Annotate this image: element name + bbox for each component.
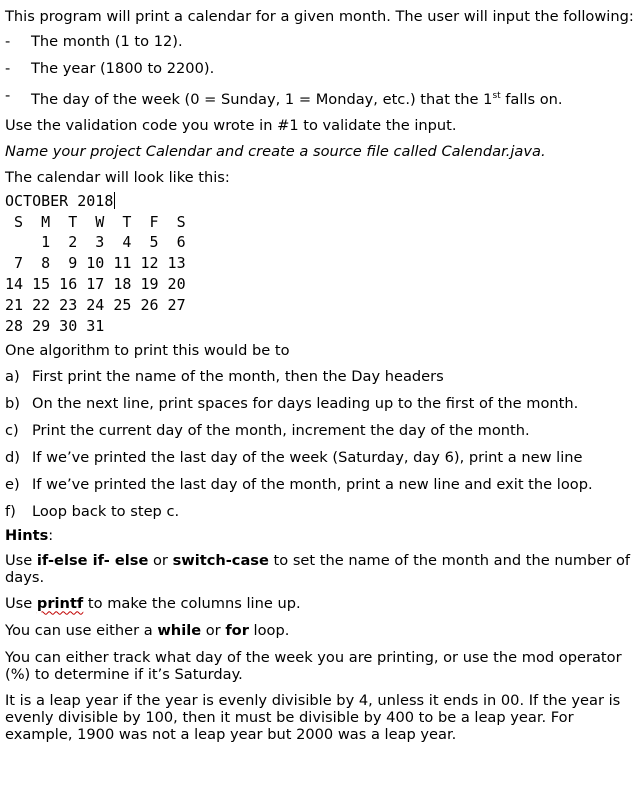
hint-paragraph: You can either track what day of the week you are printing, or use the mod operator (%) to determine if it’s Saturday. [5,649,622,684]
algorithm-steps [5,368,639,521]
hint-paragraph [5,552,639,586]
hint-keyword: for [225,622,249,640]
step-marker: d) [5,449,20,467]
hints-heading-colon: : [48,527,54,545]
hint-paragraph: It is a leap year if the year is evenly divisible by 4, unless it ends in 00. If the year is evenly divisible by 100, then it must be divisible by 400 to be a leap year. For example, 1900 was not a leap year but 2000 was a leap year. [5,692,621,744]
hints-heading [5,527,639,545]
step-text: If we’ve printed the last day of the week (Saturday, day 6), print a new line [32,449,583,467]
hints-heading-text: Hints [5,527,49,545]
hint-text: You can use either a [5,622,158,640]
calendar-week-row: 1 2 3 4 5 6 [5,233,186,252]
algorithm-step [5,449,639,467]
algorithm-intro: One algorithm to print this would be to [5,342,290,360]
list-item-text-end: falls on. [500,90,563,108]
look-intro-paragraph: The calendar will look like this: [5,168,230,186]
hint-keyword: while [157,622,202,640]
superscript: st [492,91,501,101]
hint-text: to make the columns line up. [83,595,301,613]
list-item [5,87,639,109]
step-text: On the next line, print spaces for days leading up to the first of the month. [32,395,579,413]
step-text: Print the current day of the month, increment the day of the month. [32,422,530,440]
list-marker: - [5,87,11,104]
list-item-text: The year (1800 to 2200). [31,60,215,77]
hint-text: Use [5,552,37,570]
calendar-title: OCTOBER 2018 [5,191,114,210]
step-marker: a) [5,368,20,386]
step-marker: c) [5,422,19,440]
list-marker: - [5,33,11,50]
input-list [5,33,639,109]
algorithm-step [5,503,639,521]
list-item-text-start: The day of the week (0 = Sunday, 1 = Monday, etc.) that the 1 [31,90,493,108]
calendar-week-row: 14 15 16 17 18 19 20 [5,275,186,294]
calendar-weekday-header: S M T W T F S [5,212,186,231]
text-cursor [114,192,115,209]
algorithm-step [5,368,639,386]
list-item [5,33,639,51]
hint-text: Use [5,595,37,613]
step-marker: b) [5,395,20,413]
hint-keyword: printf [36,595,84,613]
hint-keyword: if-else if- else [36,552,149,570]
document-page [5,8,639,751]
hint-text: loop. [248,622,290,640]
hint-paragraph [5,622,639,640]
hint-paragraph [5,595,639,613]
list-item-text: The month (1 to 12). [31,33,183,50]
step-marker: f) [5,503,16,521]
calendar-week-row: 21 22 23 24 25 26 27 [5,295,186,314]
step-text: Loop back to step c. [32,503,180,521]
step-marker: e) [5,476,20,494]
step-text: First print the name of the month, then the Day headers [32,368,444,386]
algorithm-step [5,476,639,494]
hint-keyword: switch-case [172,552,269,570]
hint-text: or [148,552,173,570]
list-item-text [31,87,563,109]
algorithm-step [5,395,639,413]
calendar-example [5,191,639,337]
project-paragraph: Name your project Calendar and create a source file called Calendar.java. [5,142,546,160]
calendar-week-row: 7 8 9 10 11 12 13 [5,254,186,273]
calendar-week-row: 28 29 30 31 [5,316,105,335]
validation-paragraph: Use the validation code you wrote in #1 to validate the input. [5,116,457,134]
hint-text: to set the name of the month and the number of days. [5,552,631,587]
list-item [5,60,639,78]
hint-text: or [201,622,226,640]
intro-paragraph: This program will print a calendar for a given month. The user will input the following: [5,8,634,25]
list-marker: - [5,60,11,77]
step-text: If we’ve printed the last day of the month, print a new line and exit the loop. [32,476,593,494]
algorithm-step [5,422,639,440]
